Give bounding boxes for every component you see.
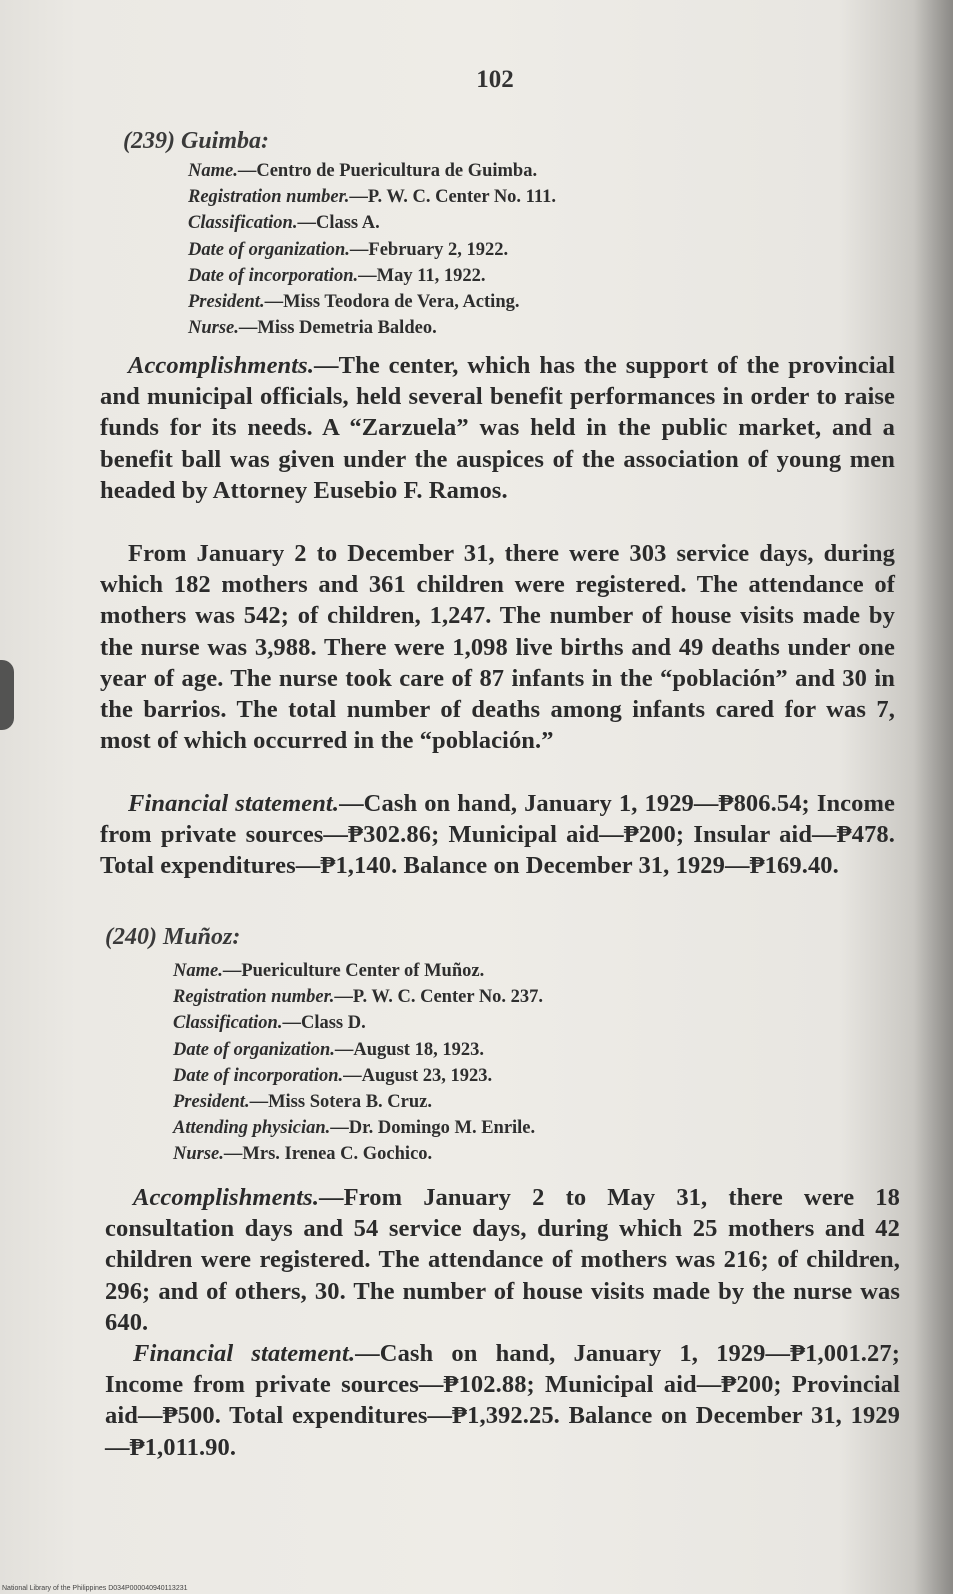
paragraph-accomplishments-239: Accomplishments.—The center, which has the support of the provincial and municipal officials, held several benefit performances in order to raise funds for its needs. A “Zarzuela” was held in the public market, and a benefit ball was given under the auspices of the association of young men headed by Attorney Eusebio F. Ramos. bbox=[100, 352, 895, 504]
field-row: President.—Miss Sotera B. Cruz. bbox=[173, 1092, 432, 1113]
paragraph-financial-240: Financial statement.—Cash on hand, January 1, 1929—₱1,001.27; Income from private sources—₱102.88; Municipal aid—₱200; Provincial aid—₱500. Total expenditures—₱1,392.25. Balance on December 31, 1929—₱1,011.90. bbox=[105, 1340, 900, 1461]
ink-blot bbox=[0, 660, 14, 730]
page-number: 102 bbox=[476, 66, 514, 93]
entry-number: (240) bbox=[105, 924, 157, 950]
field-row: President.—Miss Teodora de Vera, Acting. bbox=[188, 292, 520, 313]
field-row: Registration number.—P. W. C. Center No. 111. bbox=[188, 187, 557, 208]
binding-shadow bbox=[913, 0, 953, 1594]
field-row: Nurse.—Miss Demetria Baldeo. bbox=[188, 318, 437, 339]
footer-credit: National Library of the Philippines D034P000040940113231 bbox=[2, 1585, 188, 1592]
field-row: Attending physician.—Dr. Domingo M. Enrile. bbox=[173, 1118, 536, 1139]
field-row: Date of incorporation.—May 11, 1922. bbox=[188, 265, 486, 286]
entry-fields-239 bbox=[188, 158, 556, 341]
field-row: Date of organization.—February 2, 1922. bbox=[188, 239, 509, 260]
field-row: Registration number.—P. W. C. Center No. 237. bbox=[173, 987, 544, 1008]
field-row: Classification.—Class A. bbox=[188, 213, 380, 234]
field-row: Name.—Centro de Puericultura de Guimba. bbox=[188, 161, 538, 181]
paragraph-accomplishments-240: Accomplishments.—From January 2 to May 31, there were 18 consultation days and 54 service days, during which 25 mothers and 42 children were registered. The attendance of mothers was 216; of children, 296; and of others, 30. The number of house visits made by the nurse was 640. bbox=[105, 1184, 900, 1336]
entry-name: Guimba: bbox=[180, 128, 269, 154]
entry-number: (239) bbox=[123, 128, 175, 154]
field-row: Date of organization.—August 18, 1923. bbox=[173, 1039, 484, 1060]
field-row: Name.—Puericulture Center of Muñoz. bbox=[173, 961, 485, 981]
entry-heading-240 bbox=[105, 924, 240, 951]
paragraph-financial-239: Financial statement.—Cash on hand, January 1, 1929—₱806.54; Income from private sources—₱302.86; Municipal aid—₱200; Insular aid—₱478. Total expenditures—₱1,140. Balance on December 31, 1929—₱169.40. bbox=[100, 790, 895, 880]
field-row: Classification.—Class D. bbox=[173, 1013, 366, 1034]
paragraph-statistics-239: From January 2 to December 31, there were 303 service days, during which 182 mothers and 361 children were registered. The attendance of mothers was 542; of children, 1,247. The number of house visits made by the nurse was 3,988. There were 1,098 live births and 49 deaths under one year of age. The nurse took care of 87 infants in the “población” and 30 in the barrios. The total number of deaths among infants cared for was 7, most of which occurred in the “población.” bbox=[100, 540, 895, 755]
entry-heading-239 bbox=[123, 128, 269, 155]
entry-fields-240 bbox=[173, 958, 543, 1168]
field-row: Date of incorporation.—August 23, 1923. bbox=[173, 1065, 493, 1086]
field-row: Nurse.—Mrs. Irenea C. Gochico. bbox=[173, 1144, 433, 1165]
entry-name: Muñoz: bbox=[162, 924, 241, 950]
